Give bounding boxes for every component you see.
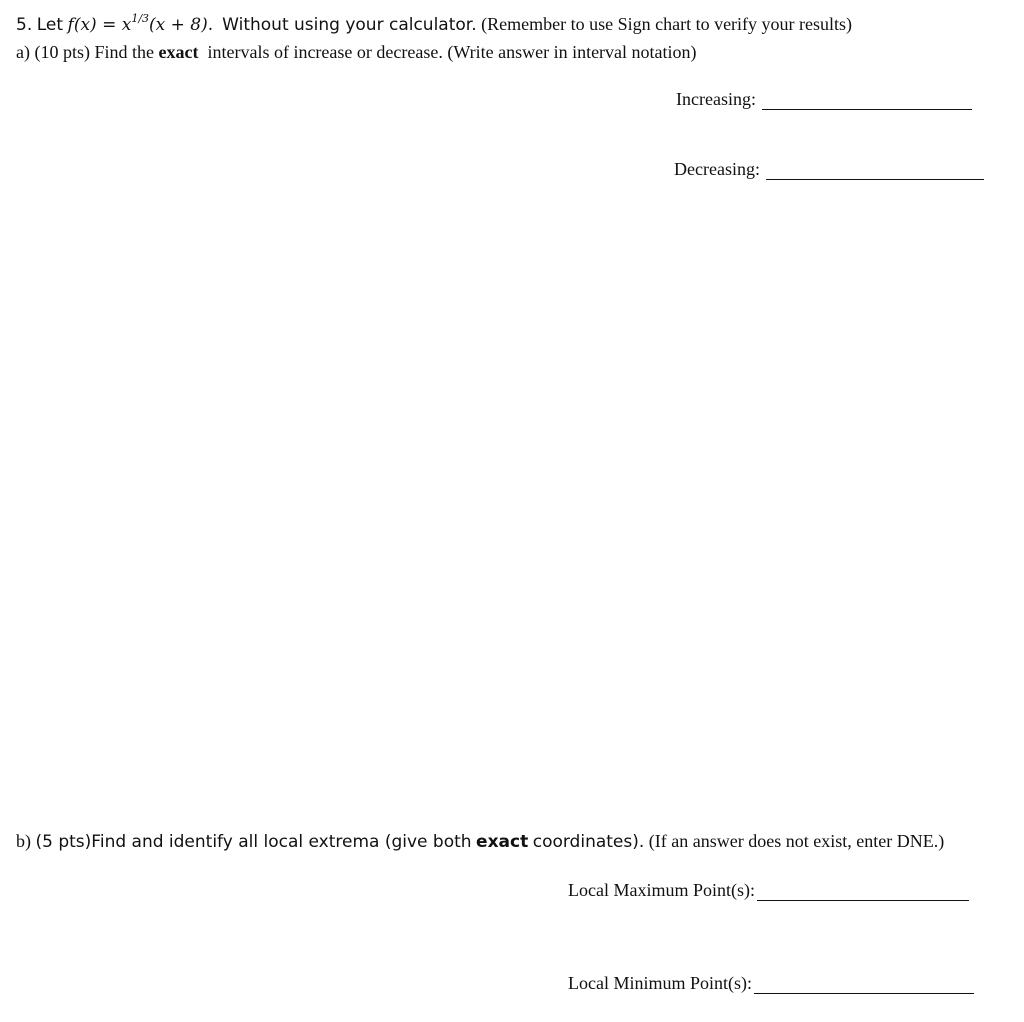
- local-max-label: Local Maximum Point(s):: [568, 880, 755, 900]
- part-b-prompt: [16, 829, 944, 854]
- decreasing-label: Decreasing:: [674, 159, 760, 179]
- increasing-answer-row: [676, 88, 972, 110]
- let-word: Let: [36, 15, 64, 35]
- part-b-prefix-sans: (5 pts)Find and identify all local extrema (give both: [35, 832, 472, 852]
- header-reminder: (Remember to use Sign chart to verify your results): [481, 14, 853, 34]
- function-lhs: f(x) = x: [67, 15, 132, 35]
- part-b-prefix: b): [16, 831, 36, 851]
- part-a-prompt: [16, 40, 697, 64]
- decreasing-answer-row: [674, 158, 984, 180]
- part-b-middle: coordinates).: [532, 832, 645, 852]
- part-b-suffix: (If an answer does not exist, enter DNE.): [648, 831, 945, 851]
- increasing-label: Increasing:: [676, 89, 756, 109]
- local-max-answer-row: [568, 879, 969, 901]
- decreasing-answer-blank[interactable]: [766, 165, 984, 180]
- part-a-prefix: a) (10 pts) Find the: [16, 42, 154, 62]
- local-min-label: Local Minimum Point(s):: [568, 973, 752, 993]
- local-min-answer-row: [568, 972, 974, 994]
- local-min-answer-blank[interactable]: [754, 979, 974, 994]
- local-max-answer-blank[interactable]: [757, 886, 969, 901]
- function-exponent: 1/3: [131, 12, 150, 25]
- question-number: 5.: [16, 15, 33, 35]
- question-header: [16, 12, 852, 37]
- increasing-answer-blank[interactable]: [762, 95, 972, 110]
- part-a-bold: exact: [158, 42, 199, 62]
- function-end: .: [207, 15, 214, 35]
- function-formula: [67, 12, 214, 35]
- part-b-bold: exact: [476, 832, 529, 852]
- function-rhs: (x + 8): [149, 15, 208, 35]
- part-a-suffix: intervals of increase or decrease. (Write answer in interval notation): [207, 42, 697, 62]
- header-instruction: Without using your calculator.: [222, 15, 477, 35]
